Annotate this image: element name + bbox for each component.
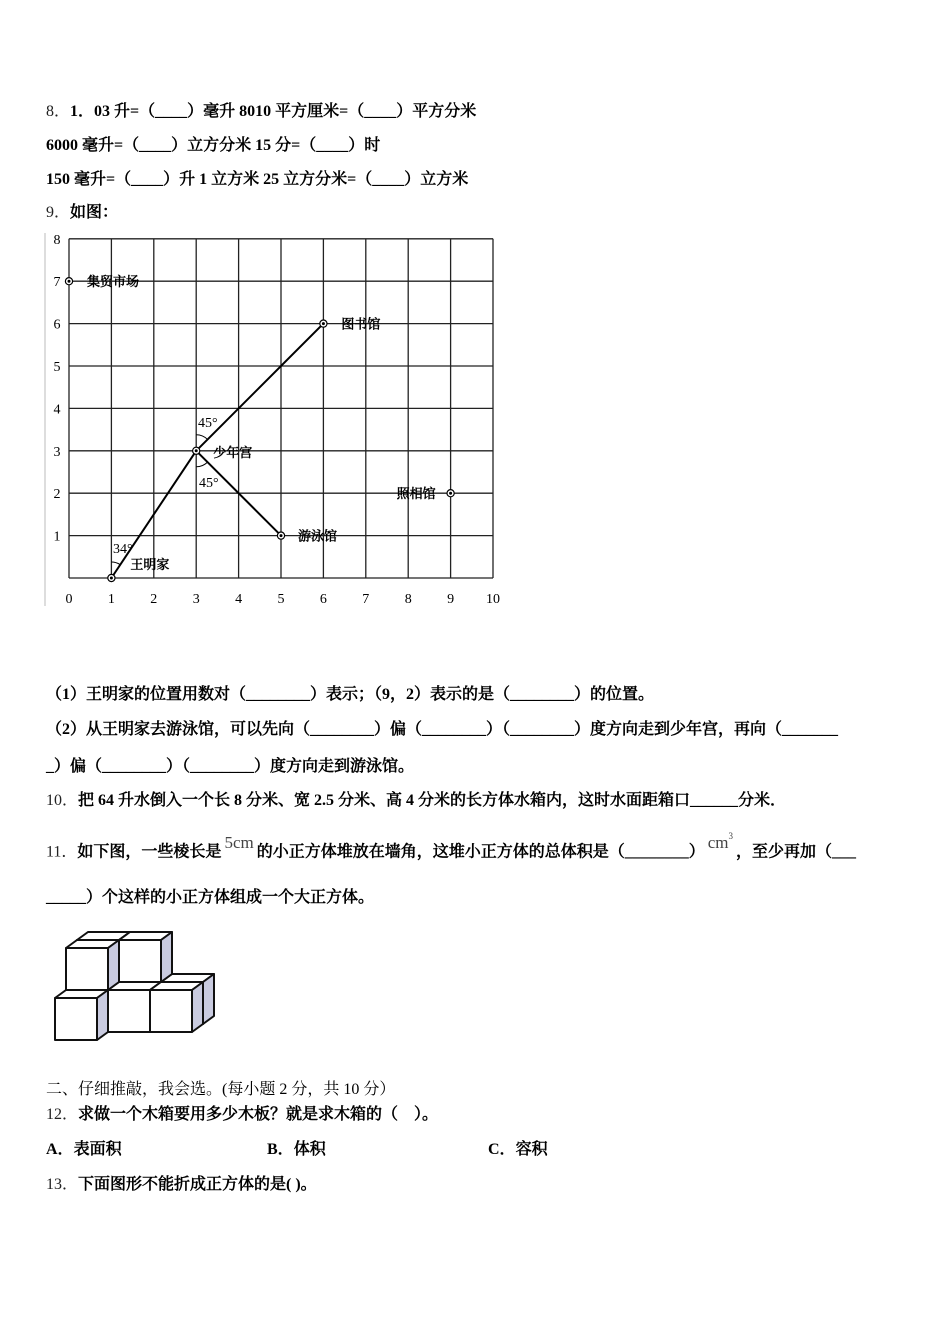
x-tick-label: 9 [447, 592, 455, 607]
q11-part1: 如下图，一些棱长是 [77, 843, 222, 861]
q12-option-a[interactable] [46, 1140, 122, 1160]
cube-side-face [108, 940, 119, 990]
x-tick-label: 5 [277, 592, 285, 607]
stacked-cubes-figure [40, 905, 240, 1050]
location-marker-dot [110, 577, 113, 580]
y-tick-label: 5 [53, 360, 61, 375]
question-number: 9． [46, 204, 71, 221]
y-tick-label: 6 [53, 317, 61, 333]
volume-unit-base: cm [707, 832, 729, 852]
location-label: 照相馆 [396, 486, 436, 502]
x-tick-label: 4 [235, 592, 243, 607]
question-number: 10． [46, 792, 79, 809]
q13-text: 下面图形不能折成正方体的是( )。 [78, 1176, 317, 1193]
question-number: 12． [46, 1106, 79, 1123]
x-tick-label: 7 [362, 592, 370, 607]
q8-line3: 150 毫升=（____）升 1 立方米 25 立方分米=（____）立方米 [46, 171, 469, 188]
question-number: 13． [46, 1176, 79, 1193]
q11-part3: ，至少再加（___ [736, 843, 857, 861]
cube-side-face [97, 990, 108, 1040]
q9-sub1: （1）王明家的位置用数对（________）表示；（9，2）表示的是（________）的位置。 [46, 686, 655, 703]
option-letter: C． [488, 1141, 516, 1158]
cube-front-face [119, 940, 161, 982]
location-label: 图书馆 [341, 316, 381, 332]
q11-line1 [46, 831, 857, 863]
x-tick-label: 2 [150, 592, 158, 607]
x-tick-label: 8 [404, 592, 412, 607]
q10-text: 把 64 升水倒入一个长 8 分米、宽 2.5 分米、高 4 分米的长方体水箱内，这时水面距箱口______分米． [78, 792, 787, 809]
option-text: 容积 [515, 1141, 548, 1158]
y-tick-label: 2 [53, 487, 61, 503]
q8-text-line1: 1．03 升=（____）毫升 8010 平方厘米=（____）平方分米 [70, 103, 477, 120]
option-letter: A． [46, 1141, 74, 1158]
option-text: 体积 [293, 1141, 326, 1158]
angle-arc [196, 435, 207, 440]
y-tick-label: 4 [53, 402, 61, 418]
q12-option-c[interactable] [488, 1140, 548, 1160]
question-number: 11． [46, 843, 78, 861]
q13 [46, 1175, 317, 1195]
x-tick-label: 6 [319, 592, 327, 607]
q11-line2: _____）个这样的小正方体组成一个大正方体。 [46, 889, 375, 906]
cube-side-face [192, 982, 203, 1032]
section-heading: 二、仔细推敲，我会选。(每小题 2 分，共 10 分） [46, 1081, 396, 1098]
location-marker-dot [449, 492, 452, 495]
location-label: 少年宫 [213, 444, 253, 460]
x-tick-label: 10 [486, 592, 500, 607]
angle-label: 45° [198, 416, 218, 431]
coordinate-grid-figure [40, 225, 520, 615]
q8-line1 [46, 102, 476, 122]
angle-arc [196, 462, 207, 467]
cube-front-face [150, 990, 192, 1032]
y-tick-label: 8 [53, 232, 61, 248]
q9-prompt [46, 203, 118, 223]
q11-part2: 的小正方体堆放在墙角，这堆小正方体的总体积是（________） [256, 843, 705, 861]
q9-sub2-line1: （2）从王明家去游泳馆，可以先向（________）偏（________）（________）度方向走到少年宫，再向（_______ [46, 721, 839, 738]
option-text: 表面积 [73, 1141, 122, 1158]
path-segment [196, 324, 323, 451]
location-label: 集贸市场 [87, 274, 140, 290]
location-marker-dot [195, 449, 198, 452]
q12-option-b[interactable] [267, 1140, 326, 1160]
x-tick-label: 3 [192, 592, 200, 607]
angle-arc [111, 562, 120, 565]
location-marker-dot [322, 322, 325, 325]
location-marker-dot [280, 534, 283, 537]
volume-unit [708, 833, 733, 852]
q12 [46, 1105, 438, 1125]
volume-unit-power: 3 [728, 831, 734, 841]
option-letter: B． [267, 1141, 294, 1158]
location-marker-dot [68, 280, 71, 283]
location-label: 游泳馆 [298, 528, 338, 544]
q9-text: 如图： [70, 204, 119, 221]
y-tick-label: 1 [53, 529, 61, 545]
q12-text: 求做一个木箱要用多少木板？就是求木箱的（ ）。 [78, 1106, 439, 1123]
cube-front-face [108, 990, 150, 1032]
angle-label: 34° [113, 542, 133, 557]
y-tick-label: 3 [53, 444, 61, 460]
cube-side-face [203, 974, 214, 1024]
edge-length-value: 5cm [224, 832, 254, 852]
x-tick-label: 0 [65, 592, 73, 607]
q8-line2: 6000 毫升=（____）立方分米 15 分=（____）时 [46, 137, 381, 154]
question-number: 8． [46, 103, 71, 120]
y-tick-label: 7 [53, 275, 61, 291]
cube-front-face [66, 948, 108, 990]
cube-front-face [55, 998, 97, 1040]
x-tick-label: 1 [107, 592, 115, 607]
angle-label: 45° [199, 476, 219, 491]
q10 [46, 791, 786, 811]
q9-sub2-line2: _）偏（________）（________）度方向走到游泳馆。 [46, 758, 415, 775]
cube-side-face [161, 932, 172, 982]
location-label: 王明家 [130, 557, 170, 572]
